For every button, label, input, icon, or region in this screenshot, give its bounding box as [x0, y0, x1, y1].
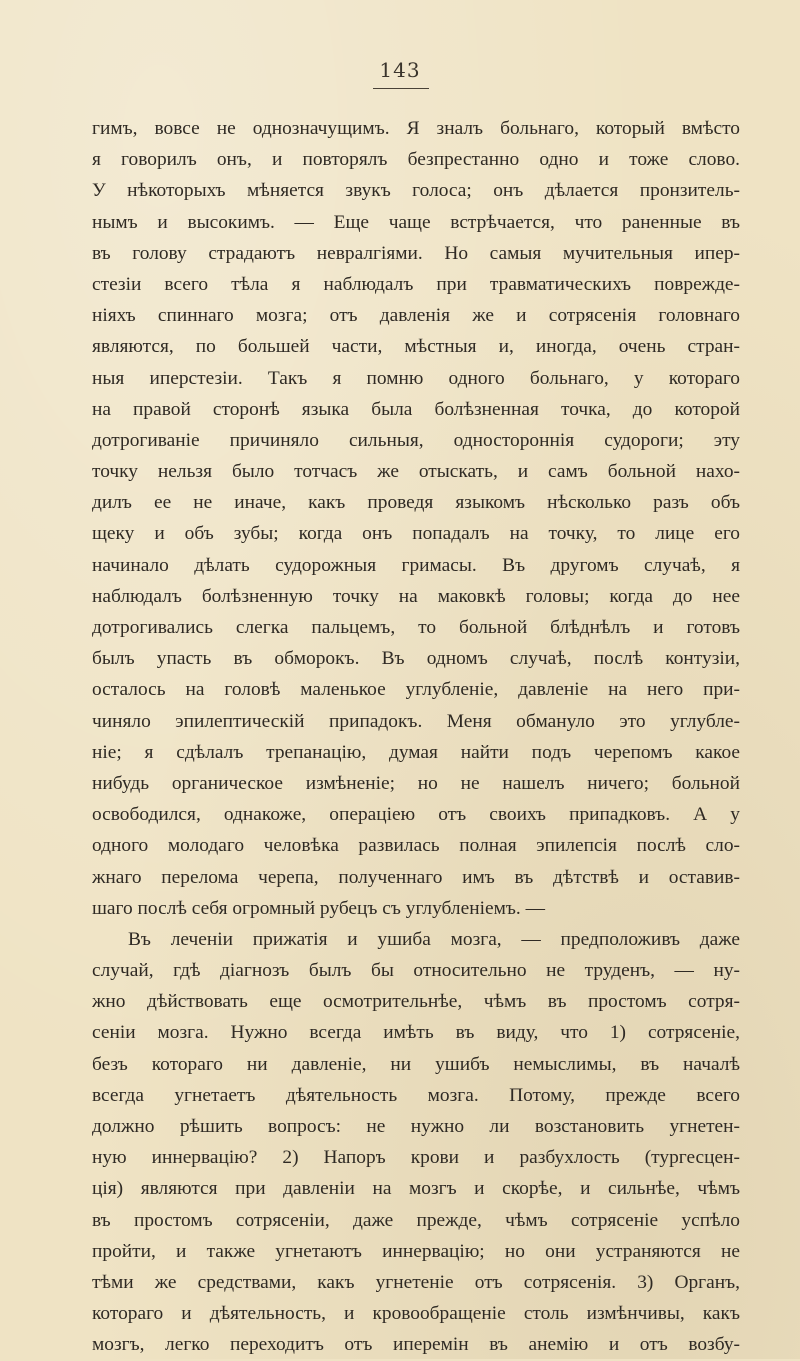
text-line: чиняло эпилептическій припадокъ. Меня обмануло это углубле- [92, 710, 740, 732]
text-line: на правой сторонѣ языка была болѣзненная точка, до которой [92, 398, 740, 420]
text-line: пройти, и также угнетаютъ иннервацію; но они устраняются не [92, 1240, 740, 1262]
text-line: ція) являются при давленіи на мозгъ и скорѣе, и сильнѣе, чѣмъ [92, 1178, 740, 1200]
text-line: дотрогиваніе причиняло сильныя, одностороннія судороги; эту [92, 429, 740, 451]
text-line: щеку и объ зубы; когда онъ попадалъ на точку, то лице его [92, 523, 740, 545]
text-line: жно дѣйствовать еще осмотрительнѣе, чѣмъ въ простомъ сотря- [92, 991, 740, 1013]
text-line: жнаго перелома черепа, полученнаго имъ въ дѣтствѣ и оставив- [92, 866, 740, 888]
text-line: шаго послѣ себя огромный рубецъ съ углубленіемъ. — [92, 897, 545, 919]
text-line: Въ леченіи прижатія и ушиба мозга, — предположивъ даже [128, 928, 740, 950]
text-line: являются, по большей части, мѣстныя и, иногда, очень стран- [92, 336, 740, 358]
text-line: нибудь органическое измѣненіе; но не нашелъ ничего; больной [92, 772, 740, 794]
text-line: сеніи мозга. Нужно всегда имѣть въ виду, что 1) сотрясеніе, [92, 1022, 740, 1044]
text-line: осталось на головѣ маленькое углубленіе, давленіе на него при- [92, 679, 740, 701]
text-line: я говорилъ онъ, и повторялъ безпрестанно одно и тоже слово. [92, 149, 740, 171]
text-line: дилъ ее не иначе, какъ проведя языкомъ нѣсколько разъ объ [92, 492, 740, 514]
text-line: начинало дѣлать судорожныя гримасы. Въ другомъ случаѣ, я [92, 554, 740, 576]
text-line: мозгъ, легко переходитъ отъ иперемін въ анемію и отъ возбу- [92, 1334, 740, 1356]
text-line: ніяхъ спиннаго мозга; отъ давленія же и сотрясенія головнаго [92, 305, 740, 327]
text-line: дотрогивались слегка пальцемъ, то больной блѣднѣлъ и готовъ [92, 617, 740, 638]
page-number: 143 [379, 58, 421, 82]
text-line: наблюдалъ болѣзненную точку на маковкѣ головы; когда до нее [92, 585, 740, 607]
text-line: тѣми же средствами, какъ угнетеніе отъ сотрясенія. 3) Органъ, [92, 1271, 740, 1293]
text-line: одного молодаго человѣка развилась полная эпилепсія послѣ сло- [92, 835, 740, 857]
text-line: всегда угнетаетъ дѣятельность мозга. Потому, прежде всего [92, 1084, 740, 1106]
text-line: точку нельзя было тотчасъ же отыскать, и самъ больной нахо- [92, 461, 740, 483]
text-line: У нѣкоторыхъ мѣняется звукъ голоса; онъ дѣлается пронзитель- [92, 180, 740, 202]
text-line: въ голову страдаютъ невралгіями. Но самыя мучительныя ипер- [92, 242, 740, 264]
text-line: нымъ и высокимъ. — Еще чаще встрѣчается, что раненные въ [92, 211, 740, 233]
page-number-underline [373, 88, 429, 89]
body-text [92, 113, 740, 1361]
text-line: гимъ, вовсе не однозначущимъ. Я зналъ больнаго, который вмѣсто [92, 118, 740, 139]
text-line: освободился, однакоже, операціею отъ своихъ припадковъ. А у [92, 804, 740, 826]
text-line: должно рѣшить вопросъ: не нужно ли возстановить угнетен- [92, 1116, 740, 1137]
text-line: котораго и дѣятельность, и кровообращеніе столь измѣнчивы, какъ [92, 1303, 740, 1325]
text-line: случай, гдѣ діагнозъ былъ бы относительно не труденъ, — ну- [92, 960, 740, 982]
text-line: стезіи всего тѣла я наблюдалъ при травматическихъ поврежде- [92, 273, 740, 295]
text-line: ную иннервацію? 2) Напоръ крови и разбухлость (тургесцен- [92, 1147, 740, 1169]
text-line: ніе; я сдѣлалъ трепанацію, думая найти подъ черепомъ какое [92, 741, 740, 763]
text-line: ныя иперстезіи. Такъ я помню одного больнаго, у котораго [92, 367, 740, 389]
text-line: въ простомъ сотрясеніи, даже прежде, чѣмъ сотрясеніе успѣло [92, 1209, 740, 1231]
text-line: былъ упасть въ обморокъ. Въ одномъ случаѣ, послѣ контузіи, [92, 648, 740, 670]
text-line: безъ котораго ни давленіе, ни ушибъ немыслимы, въ началѣ [92, 1053, 740, 1075]
